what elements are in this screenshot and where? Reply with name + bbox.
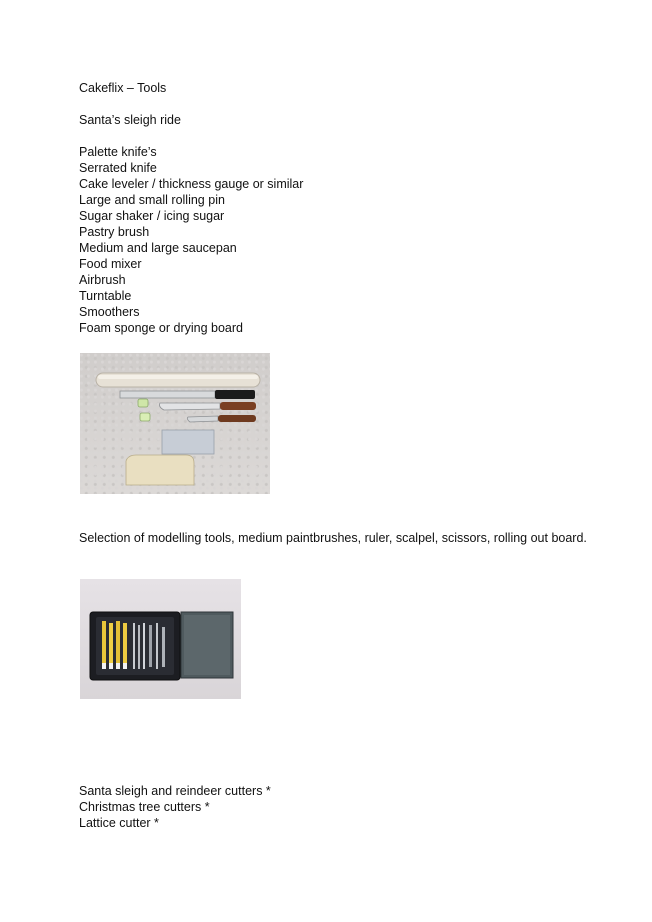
cutters-list (79, 783, 271, 831)
list-item: Lattice cutter * (79, 816, 159, 830)
list-item: Sugar shaker / icing sugar (79, 209, 225, 223)
tools-list (79, 144, 303, 336)
list-item: Cake leveler / thickness gauge or similar (79, 177, 304, 191)
list-item: Medium and large saucepan (79, 241, 237, 255)
list-item: Serrated knife (79, 161, 157, 175)
list-item: Turntable (79, 289, 132, 303)
tools-photo (80, 353, 270, 494)
list-item: Food mixer (79, 257, 142, 271)
document-subtitle: Santa’s sleigh ride (79, 113, 181, 127)
list-item: Pastry brush (79, 225, 150, 239)
list-item: Palette knife’s (79, 145, 157, 159)
document-title: Cakeflix – Tools (79, 81, 167, 95)
list-item: Santa sleigh and reindeer cutters * (79, 784, 271, 798)
list-item: Foam sponge or drying board (79, 321, 243, 335)
modelling-tools-photo (80, 579, 241, 699)
list-item: Smoothers (79, 305, 140, 319)
list-item: Large and small rolling pin (79, 193, 225, 207)
list-item: Christmas tree cutters * (79, 800, 210, 814)
list-item: Airbrush (79, 273, 126, 287)
modelling-tools-caption: Selection of modelling tools, medium paintbrushes, ruler, scalpel, scissors, rolling out board. (79, 531, 587, 545)
